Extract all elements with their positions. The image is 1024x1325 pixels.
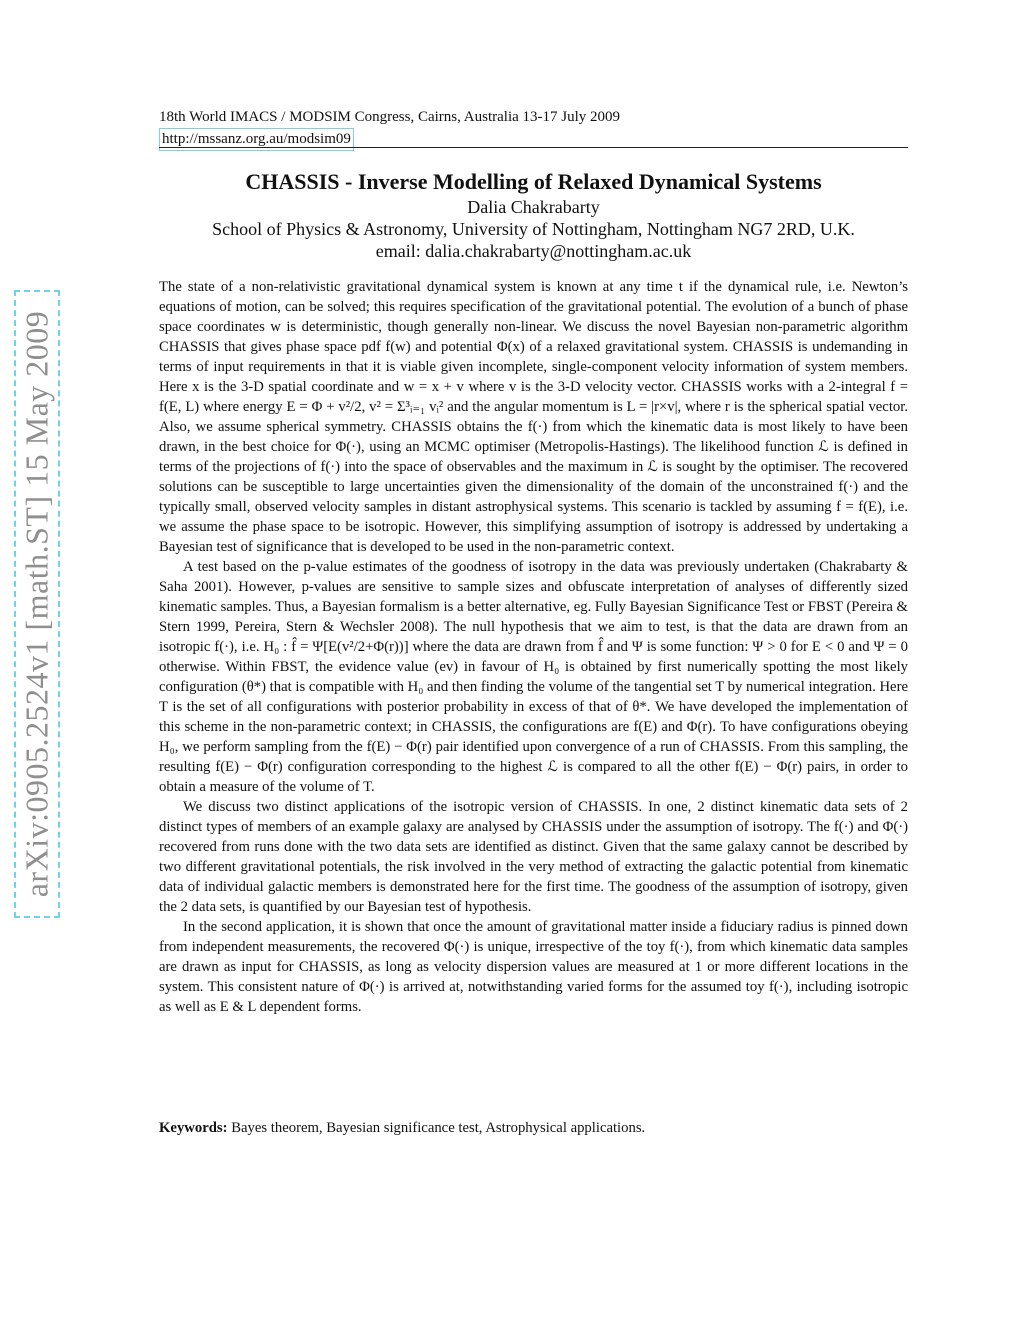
author-email: email: dalia.chakrabarty@nottingham.ac.uk <box>375 241 692 261</box>
conference-line: 18th World IMACS / MODSIM Congress, Cairns, Australia 13-17 July 2009 <box>159 109 621 125</box>
keywords <box>159 1118 908 1138</box>
title-block <box>159 168 908 262</box>
abstract-paragraph-3: We discuss two distinct applications of the isotropic version of CHASSIS. In one, 2 distinct kinematic data sets of 2 distinct types of members of an example galaxy are analysed by CHASSIS under the assumption of isotropy. The f(·) and Φ(·) recovered from runs done with the two data sets are identified as distinct. Given that the same galaxy cannot be described by two different gravitational potentials, the risk involved in the very method of extracting the galactic potential from kinematic data of individual galactic members is demonstrated here for the first time. The goodness of the assumption of isotropy, given the 2 data sets, is quantified by our Bayesian test of hypothesis. <box>159 799 908 915</box>
keywords-text: Bayes theorem, Bayesian significance test, Astrophysical applications. <box>231 1120 646 1136</box>
abstract-paragraph-1: The state of a non-relativistic gravitational dynamical system is known at any time t if the dynamical rule, i.e. Newton’s equations of motion, can be solved; this requires specification of the gravitational potential. The evolution of a bunch of phase space coordinates w is deterministic, though generally non-linear. We discuss the novel Bayesian non-parametric algorithm CHASSIS that gives phase space pdf f(w) and potential Φ(x) of a relaxed gravitational system. CHASSIS is undemanding in terms of input requirements in that it is viable given incomplete, single-component velocity information of system members. Here x is the 3-D spatial coordinate and w = x + v where v is the 3-D velocity vector. CHASSIS works with a 2-integral f = f(E, L) where energy E = Φ + v²/2, v² = Σ³ᵢ₌₁ vᵢ² and the angular momentum is L = |r×v|, where r is the spherical spatial vector. Also, we assume spherical symmetry. CHASSIS obtains the f(·) from which the kinematic data is most likely to have been drawn, in the best choice for Φ(·), using an MCMC optimiser (Metropolis-Hastings). The likelihood function ℒ is defined in terms of the projections of f(·) into the space of observables and the maximum in ℒ is sought by the optimiser. The recovered solutions can be susceptible to large uncertainties given the dimensionality of the domain of the unconstrained f(·) and the typically small, observed velocity samples in distant astrophysical systems. This scenario is tackled by assuming f = f(E), i.e. we assume the phase space to be isotropic. However, this simplifying assumption of isotropy is addressed by undertaking a Bayesian test of significance that is developed to be used in the non-parametric context. <box>159 279 908 555</box>
header-divider <box>159 147 908 148</box>
abstract-paragraph-2: A test based on the p-value estimates of the goodness of isotropy in the data was previously undertaken (Chakrabarty & Saha 2001). However, p-values are sensitive to sample sizes and obfuscate interpretation of analyses of differently sized kinematic samples. Thus, a Bayesian formalism is a better alternative, eg. Fully Bayesian Significance Test or FBST (Pereira & Stern 1999, Pereira, Stern & Wechsler 2008). The null hypothesis that we aim to test, is that the data are drawn from an isotropic f(·), i.e. H₀ : f̂ = Ψ[E(v²/2+Φ(r))] where the data are drawn from f̂ and Ψ is some function: Ψ > 0 for E < 0 and Ψ = 0 otherwise. Within FBST, the evidence value (ev) in favour of H₀ is obtained by first numerically spotting the most likely configuration (θ*) that is compatible with H₀ and then finding the volume of the tangential set T by numerical integration. Here T is the set of all configurations with posterior probability in excess of that of θ*. We have developed the implementation of this scheme in the non-parametric context; in CHASSIS, the configurations are f(E) and Φ(r). To have configurations obeying H₀, we perform sampling from the f(E) − Φ(r) pair identified upon convergence of a run of CHASSIS. From this sampling, the resulting f(E) − Φ(r) configuration corresponding to the highest ℒ is compared to all the other f(E) − Φ(r) pairs, in order to obtain a measure of the volume of T. <box>159 559 908 795</box>
affiliation: School of Physics & Astronomy, University of Nottingham, Nottingham NG7 2RD, U.K. <box>212 219 855 239</box>
conference-header <box>159 107 908 151</box>
abstract-paragraph-4: In the second application, it is shown that once the amount of gravitational matter inside a fiduciary radius is pinned down from independent measurements, the recovered Φ(·) is unique, irrespective of the toy f(·), from which kinematic data samples are drawn as input for CHASSIS, as long as velocity dispersion values are measured at 1 or more different locations in the system. This consistent nature of Φ(·) is arrived at, notwithstanding varied forms for the assumed toy f(·), including isotropic as well as E & L dependent forms. <box>159 919 908 1015</box>
abstract-body <box>159 277 908 1017</box>
arxiv-stamp-text: arXiv:0905.2524v1 [math.ST] 15 May 2009 <box>18 310 55 898</box>
keywords-label: Keywords: <box>159 1120 228 1136</box>
paper-title: CHASSIS - Inverse Modelling of Relaxed Dynamical Systems <box>245 169 822 194</box>
conference-url-link[interactable]: http://mssanz.org.au/modsim09 <box>159 128 354 151</box>
author-name: Dalia Chakrabarty <box>467 197 600 217</box>
arxiv-stamp <box>14 290 60 918</box>
